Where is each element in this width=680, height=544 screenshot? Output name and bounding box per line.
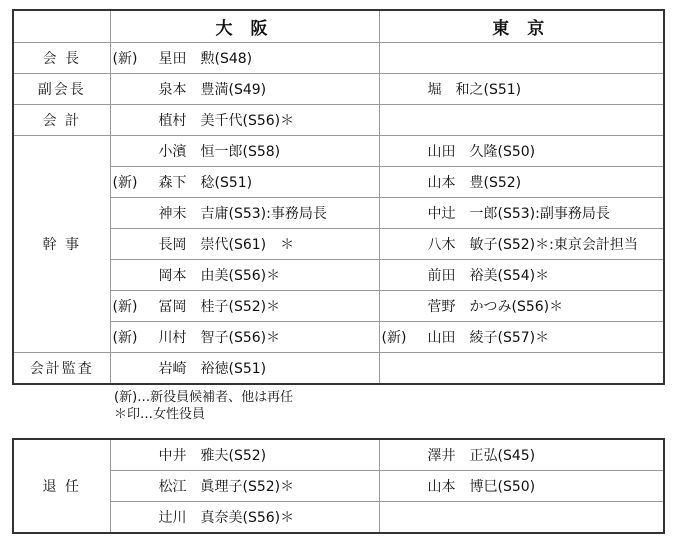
member-name: 星田 勲(S48) (158, 51, 253, 67)
retire-role-cell: 退 任 (13, 439, 110, 533)
table-row (13, 471, 664, 502)
osaka-cell (110, 502, 379, 534)
member-name: 冨岡 桂子(S52)＊ (158, 299, 281, 315)
member-name: 植村 美千代(S56)＊ (158, 113, 295, 129)
retired-table (12, 438, 665, 534)
role-cell: 副会長 (13, 74, 110, 105)
new-tag: (新) (112, 330, 138, 346)
role-cell: 会 長 (13, 43, 110, 74)
role-cell: 幹 事 (13, 136, 110, 353)
table-row (13, 322, 664, 353)
table-row (13, 136, 664, 167)
tokyo-cell (379, 471, 664, 502)
member-name: 長岡 崇代(S61) ＊ (158, 237, 295, 253)
tokyo-cell (379, 439, 664, 471)
member-name: 山田 久隆(S50) (427, 144, 536, 160)
new-tag: (新) (112, 51, 138, 67)
table-row (13, 439, 664, 471)
table-row (13, 260, 664, 291)
tokyo-cell (379, 260, 664, 291)
new-tag: (新) (112, 175, 138, 191)
tokyo-cell (379, 353, 664, 385)
member-name: 前田 裕美(S54)＊ (427, 268, 550, 284)
member-name: 山田 綾子(S57)＊ (427, 330, 550, 346)
member-name: 菅野 かつみ(S56)＊ (427, 299, 564, 315)
osaka-cell (110, 353, 379, 385)
osaka-cell (110, 322, 379, 353)
table-row (13, 167, 664, 198)
tokyo-cell (379, 105, 664, 136)
member-name: 小濱 恒一郎(S58) (158, 144, 281, 160)
tokyo-cell (379, 502, 664, 534)
note-female: ＊印…女性役員 (114, 407, 206, 422)
osaka-cell (110, 74, 379, 105)
officer-table (12, 9, 665, 385)
osaka-cell (110, 229, 379, 260)
osaka-cell (110, 439, 379, 471)
osaka-cell (110, 105, 379, 136)
member-name: 中井 雅夫(S52) (158, 448, 267, 464)
member-name: 松江 眞理子(S52)＊ (158, 479, 295, 495)
table-row (13, 353, 664, 385)
osaka-cell (110, 198, 379, 229)
header-tokyo: 東 京 (379, 10, 664, 43)
table-row (13, 502, 664, 534)
member-name: 泉本 豊満(S49) (158, 82, 267, 98)
member-name: 中辻 一郎(S53):副事務局長 (427, 206, 610, 222)
new-tag: (新) (381, 330, 407, 346)
member-name: 森下 稔(S51) (158, 175, 253, 191)
member-name: 神末 吉庸(S53):事務局長 (158, 206, 327, 222)
tokyo-cell (379, 167, 664, 198)
osaka-cell (110, 43, 379, 74)
table-row (13, 74, 664, 105)
role-cell: 会計監査 (13, 353, 110, 385)
osaka-cell (110, 471, 379, 502)
member-name: 山本 豊(S52) (427, 175, 522, 191)
member-name: 辻川 真奈美(S56)＊ (158, 510, 295, 526)
osaka-cell (110, 167, 379, 198)
tokyo-cell (379, 74, 664, 105)
member-name: 八木 敏子(S52)＊:東京会計担当 (427, 237, 638, 253)
tokyo-cell (379, 229, 664, 260)
table-row (13, 43, 664, 74)
role-cell: 会 計 (13, 105, 110, 136)
osaka-cell (110, 291, 379, 322)
tokyo-cell (379, 43, 664, 74)
member-name: 山本 博巳(S50) (427, 479, 536, 495)
table-row (13, 229, 664, 260)
table-row (13, 291, 664, 322)
tokyo-cell (379, 136, 664, 167)
member-name: 堀 和之(S51) (427, 82, 522, 98)
member-name: 岡本 由美(S56)＊ (158, 268, 281, 284)
header-osaka: 大 阪 (110, 10, 379, 43)
new-tag: (新) (112, 299, 138, 315)
header-blank (13, 10, 110, 43)
member-name: 川村 智子(S56)＊ (158, 330, 281, 346)
member-name: 岩崎 裕徳(S51) (158, 361, 267, 377)
osaka-cell (110, 136, 379, 167)
table-row (13, 198, 664, 229)
header-row (13, 10, 664, 43)
member-name: 澤井 正弘(S45) (427, 448, 536, 464)
osaka-cell (110, 260, 379, 291)
legend-notes (114, 389, 293, 423)
tokyo-cell (379, 322, 664, 353)
tokyo-cell (379, 291, 664, 322)
tokyo-cell (379, 198, 664, 229)
table-row (13, 105, 664, 136)
note-new: (新)…新役員候補者、他は再任 (114, 390, 294, 405)
